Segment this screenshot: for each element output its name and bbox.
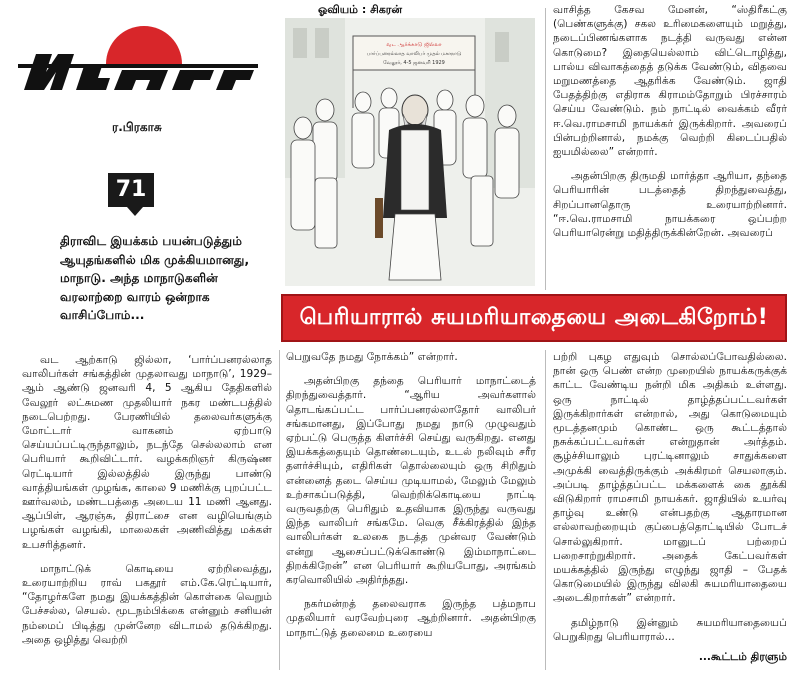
badge-pointer [127, 207, 143, 216]
illus-banner-line3: வேலூர், 4-5 ஜனவரி 1929 [383, 60, 445, 66]
column-divider [279, 350, 280, 670]
paragraph: அதன்பிறகு தந்தை பெரியார் மாநாட்டைத் திறந்துவைத்தார். “ஆரிய அவர்களால் தொடங்கப்பட்ட பார்ப்பனரல்லாதோர் வாலிபர் சங்கமானது, இப்போது நமது நாடு முழுவதும் ஏற்பட்டு பெருத்த கிளர்ச்சி செய்து வருகிறது. எனது இயக்கத்தையும் தொண்டையும், உடல் நலிவும் சரீர தளர்ச்சியும், எதிரிகள் தொல்லையும் ஒரு சிறிதும் என்னைத் தடை செய்ய முடியாமல், மேலும் மேலும் உற்சாகப்படுத்தி, வெற்றிக்கொடியை நாட்டி வருவதற்கு பெரிதும் உதவியாக இருந்து வருவது இந்த வாலிபர் சங்கமே. வெகு சீக்கிரத்தில் இந்த வாலிபர்கள் உலகை நடத்த முன்வர வேண்டும் என்று ஆசைப்பட்டுக்கொண்டு இம்மாநாட்டை திறக்கிறேன்” என பெரியார் கூறியபோது, அரங்கம் கரவொலியில் அதிர்ந்தது. [286, 375, 536, 587]
article-column-2 [286, 350, 536, 650]
paragraph: அதன்பிறகு திருமதி மார்த்தா ஆரியா, தந்தை பெரியாரின் படத்தைத் திறந்துவைத்து, சிறப்பானதொரு உரையாற்றினார். “ஈ.வெ.ராமசாமி நாயக்கரை ஒப்பற்ற பெரியாரென்று மதித்திருக்கின்றேன். அவரைப் [553, 170, 787, 240]
article-column-right-top [553, 3, 787, 250]
column-divider [545, 8, 546, 290]
paragraph: மாநாட்டுக் கொடியை ஏற்றிவைத்து, உரையாற்றிய ராவ் பகதூர் எம்.கே.ரெட்டியார், “தோழர்களே நமது இயக்கத்தின் கொள்கை வெறும் பேச்சல்ல, செயல். மூடநம்பிக்கை என்னும் சனியன் நம்மைப் பிடித்து முன்னேற விடாமல் தடுக்கிறது. அதை ஒழித்து வெற்றி [22, 562, 272, 646]
article-column-3 [553, 350, 787, 664]
illus-banner-line1: வட ஆர்க்காடு ஜில்லா [386, 42, 442, 48]
paragraph: வட ஆற்காடு ஜில்லா, ‘பார்ப்பனரல்லாத வாலிபர்கள் சங்கத்தின் முதலாவது மாநாடு’, 1929–ஆம் ஆண்டு ஜனவரி 4, 5 ஆகிய தேதிகளில் வேலூர் லட்சுமண முதலியார் நகர மண்டபத்தில் நடைபெற்றது. பேரணியில் தலைவர்களுக்கு மோட்டார் வாகனம் ஏற்பாடு செய்யப்பட்டிருந்தாலும், நடந்தே செல்லலாம் என பெரியார் கூறிவிட்டார். வழக்கறிஞர் கிருஷ்ண ரெட்டியார் இல்லத்தில் இருந்து பாண்டு வாத்தியங்கள் முழங்க, காலை 9 மணிக்கு புறப்பட்ட ஊர்வலம், மண்டபத்தை அடைய 11 மணி ஆனது. ஆப்பிள், ஆரஞ்சு, திராட்சை என வழியெங்கும் பழங்கள் வழங்கி, மாலைகள் அணிவித்து மக்கள் உபசரித்தனர். [22, 354, 272, 551]
illustration-credit: ஓவியம் : சிகரன் [318, 3, 403, 16]
author-byline: ர.பிரகாசு [112, 120, 162, 134]
continued-note: ...கூட்டம் திரளும் [698, 651, 787, 664]
column-divider [545, 350, 546, 670]
paragraph: தமிழ்நாடு இன்னும் சுயமரியாதையைப் பெறுகிறது பெரியாரால்... [553, 616, 787, 643]
manadu-logo [18, 14, 258, 94]
illus-banner-line2: பார்ப்பனரல்லாத வாலிபர் முதல் மகாநாடு [366, 51, 462, 57]
paragraph: பற்றி புகழ எதுவும் சொல்லப்போவதில்லை. நான் ஒரு பெண் என்ற முறையில் நாயக்கருக்குக் காட்ட வேண்டிய நன்றி மிக அதிகம் உள்ளது. ஒரு நாட்டில் தாழ்த்தப்பட்டவர்கள் இருக்கிறார்கள் என்றால், அது கொடுமையும் மூடத்தனமும் கொண்ட ஒரு கூட்டத்தால் நசுக்கப்பட்டவர்கள் என்றுதான் அர்த்தம். சூழ்ச்சியாலும் புரட்டினாலும் சாதுக்களை அமுக்கி வைத்திருக்கும் அக்கிரமர் செயலாகும். அப்படி தாழ்த்தப்பட்ட மக்களைக் கை தூக்கி விடுகிறார் ராமசாமி நாயக்கர். ஜாதியில் உயர்வு தாழ்வு உண்டு என்பதற்கு ஆதாரமான எல்லாவற்றையும் குப்பைத்தொட்டியில் போடச் சொல்லுகிறார். மானுடப் பற்றைப் பறைசாற்றுகிறார். அதைக் கேட்பவர்கள் மயக்கத்தில் இருந்து எழுந்து ஜாதி – பேதக் கொடுமையில் இருந்து விலகி சுயமரியாதையை அடைகிறார்கள்” என்றார். [553, 351, 787, 605]
periyar-march-illustration [285, 18, 535, 286]
headline-banner: பெரியாரால் சுயமரியாதையை அடைகிறோம்! [281, 294, 787, 342]
intro-blurb: திராவிட இயக்கம் பயன்படுத்தும் ஆயுதங்களில் மிக முக்கியமானது, மாநாடு. அந்த மாநாடுகளின் வரலாற்றை வாரம் ஒன்றாக வாசிப்போம்... [60, 234, 250, 322]
paragraph: வாசித்த கேசவ மேனன், “ஸ்திரீகட்கு (பெண்களுக்கு) சகல உரிமைகளையும் மறுத்து, நடைப்பிணங்களாக நடத்தி வருவது என்ன கொடுமை? இதையெல்லாம் விட்டொழித்து, பால்ய விவாகத்தைத் தடுக்க வேண்டும், விதவை மறுமணத்தை ஆதரிக்க வேண்டும். ஜாதி பேதத்திற்கு எதிராக கிராமம்தோறும் பிரச்சாரம் செய்ய வேண்டும். நம் நாட்டில் வைக்கம் வீரர் ஈ.வெ.ராமசாமி நாயக்கர் இருக்கிறார். அவரைப் பின்பற்றினால், நமக்கு வெற்றி கிடைப்பதில் ஐயமில்லை” என்றார். [553, 4, 787, 159]
series-number-badge: 71 [108, 173, 154, 207]
paragraph: நகர்மன்றத் தலைவராக இருந்த பத்மநாப முதலியார் வரவேற்புரை ஆற்றினார். அதன்பிறகு மாநாட்டுத் தலைமை உரையை [286, 598, 536, 639]
article-column-1 [22, 353, 272, 657]
paragraph: பெறுவதே நமது நோக்கம்” என்றார். [286, 351, 458, 363]
